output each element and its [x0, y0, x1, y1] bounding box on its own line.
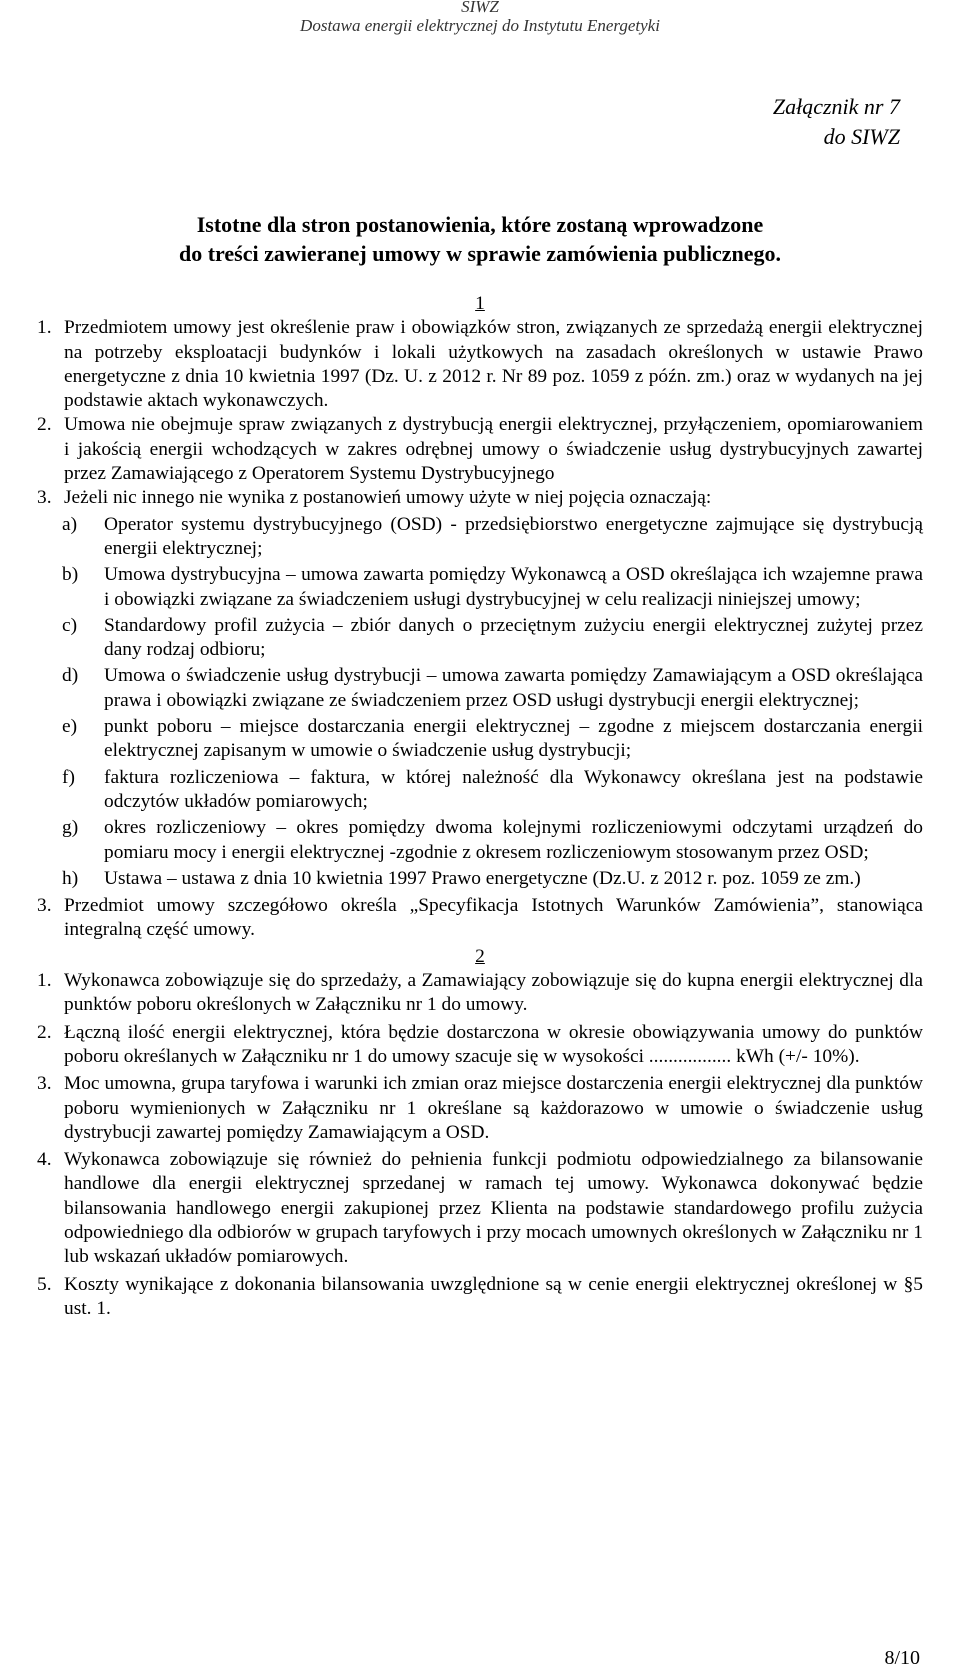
paragraph-text: Koszty wynikające z dokonania bilansowania uwzględnione są w cenie energii elektrycznej określonej w §5 ust. 1.: [64, 1273, 923, 1319]
paragraph: [37, 1148, 923, 1269]
paragraph: [37, 486, 923, 510]
header-subtitle: Dostawa energii elektrycznej do Instytutu Energetyki: [300, 16, 660, 35]
paragraph: [37, 316, 923, 413]
definition-letter: c): [62, 614, 78, 636]
paragraph-text: Jeżeli nic innego nie wynika z postanowień umowy użyte w niej pojęcia oznaczają:: [64, 487, 712, 509]
section-1-heading: 1: [475, 293, 485, 314]
definition-text: Umowa dystrybucyjna – umowa zawarta pomiędzy Wykonawcą a OSD określająca ich wzajemne prawa i obowiązki związane za świadczeniem usługi dystrybucyjnej w celu realizacji niniejszej umowy;: [104, 564, 923, 610]
paragraph-text: Wykonawca zobowiązuje się do sprzedaży, a Zamawiający zobowiązuje się do kupna energii elektrycznej dla punktów poboru określonych w Załączniku nr 1 do umowy.: [64, 970, 923, 1016]
document-title: [0, 210, 960, 268]
paragraph-number: 3.: [37, 487, 52, 509]
paragraph-number: 3.: [37, 1073, 52, 1095]
definition-letter: g): [62, 817, 79, 839]
paragraph-text: Moc umowna, grupa taryfowa i warunki ich zmian oraz miejsce dostarczenia energii elektrycznej dla punktów poboru wymienionych w Załączniku nr 1 określane są każdorazowo w umowie o świadczenie usług dystrybucji zawartej pomiędzy Zamawiającym a OSD.: [64, 1073, 923, 1143]
definition-item: [37, 513, 923, 562]
title-line-2: do treści zawieranej umowy w sprawie zamówienia publicznego.: [178, 241, 782, 266]
paragraph-text: Umowa nie obejmuje spraw związanych z dystrybucją energii elektrycznej, przyłączeniem, opomiarowaniem i jakością energii wchodzących w zakres odrębnej umowy o świadczenie usług dystrybucyjnych zawartej przez Zamawiającego z Operatorem Systemu Dystrybucyjnego: [64, 414, 923, 485]
definition-item: [37, 664, 923, 713]
definition-text: Ustawa – ustawa z dnia 10 kwietnia 1997 Prawo energetyczne (Dz.U. z 2012 r. poz. 1059 ze zm.): [104, 867, 861, 889]
paragraph: [37, 969, 923, 1018]
title-line-1: Istotne dla stron postanowienia, które zostaną wprowadzone: [196, 212, 764, 237]
annex-label: [773, 92, 900, 152]
header-title: SIWZ: [461, 0, 499, 16]
definition-text: Umowa o świadczenie usług dystrybucji – umowa zawarta pomiędzy Zamawiającym a OSD określająca prawa i obowiązki związane ze świadczeniem przez OSD usługi dystrybucji energii elektrycznej;: [104, 665, 923, 711]
definition-letter: a): [62, 513, 78, 535]
definition-text: Standardowy profil zużycia – zbiór danych o przeciętnym zużyciu energii elektrycznej zużytej przez dany rodzaj odbioru;: [104, 614, 923, 661]
definition-text: punkt poboru – miejsce dostarczania energii elektrycznej – zgodne z miejscem dostarczania energii elektrycznej zapisanym w umowie o świadczenie usług dystrybucji;: [104, 716, 923, 762]
paragraph-text: Przedmiot umowy szczegółowo określa „Specyfikacja Istotnych Warunków Zamówienia”, stanowiąca integralną część umowy.: [64, 895, 923, 941]
definition-item: [37, 816, 923, 865]
paragraph-number: 1.: [37, 970, 52, 992]
paragraph-number: 5.: [37, 1273, 52, 1295]
definition-text: Operator systemu dystrybucyjnego (OSD) - przedsiębiorstwo energetyczne zajmujące się dystrybucją energii elektrycznej;: [104, 513, 923, 559]
definition-item: [37, 563, 923, 612]
definition-item: [37, 715, 923, 764]
definition-item: [37, 766, 923, 815]
paragraph: [37, 894, 923, 943]
definition-text: faktura rozliczeniowa – faktura, w której należność dla Wykonawcy określana jest na podstawie odczytów układów pomiarowych;: [104, 766, 923, 812]
definition-letter: h): [62, 867, 79, 889]
definition-item: [37, 867, 923, 891]
paragraph-number: 2.: [37, 414, 52, 436]
paragraph-number: 1.: [37, 317, 52, 339]
document-body: [37, 292, 923, 1321]
definition-item: [37, 614, 923, 663]
definition-text: okres rozliczeniowy – okres pomiędzy dwoma kolejnymi rozliczeniowymi odczytami urządzeń do pomiaru mocy i energii elektrycznej -zgodnie z okresem rozliczeniowym stosowanym przez OSD;: [104, 817, 923, 863]
annex-line-1: Załącznik nr 7: [772, 94, 900, 119]
definition-letter: d): [62, 665, 79, 687]
annex-line-2: do SIWZ: [823, 124, 900, 149]
paragraph: [37, 1273, 923, 1322]
paragraph: [37, 413, 923, 486]
paragraph: [37, 1021, 923, 1070]
paragraph-number: 4.: [37, 1149, 52, 1171]
paragraph-text: Przedmiotem umowy jest określenie praw i obowiązków stron, związanych ze sprzedażą energii elektrycznej na potrzeby eksploatacji budynków i lokali użytkowych na zasadach określonych w ustawie Prawo energetyczne z dnia 10 kwietnia 1997 (Dz. U. z 2012 r. Nr 89 poz. 1059 z późn. zm.) oraz w wydanych na jej podstawie aktach wykonawczych.: [64, 317, 923, 412]
definition-letter: e): [62, 716, 78, 738]
paragraph: [37, 1072, 923, 1145]
definition-letter: f): [62, 766, 75, 788]
definition-letter: b): [62, 564, 79, 586]
page-number: 8/10: [884, 1647, 920, 1669]
paragraph-number: 3.: [37, 895, 52, 917]
paragraph-number: 2.: [37, 1021, 52, 1043]
section-2-heading: 2: [475, 945, 485, 967]
paragraph-text: Łączną ilość energii elektrycznej, która będzie dostarczona w okresie obowiązywania umowy do punktów poboru określanych w Załączniku nr 1 do umowy szacuje się w wysokości ................. kWh (+/- 10%).: [64, 1021, 923, 1067]
paragraph-text: Wykonawca zobowiązuje się również do pełnienia funkcji podmiotu odpowiedzialnego za bilansowanie handlowe dla energii elektrycznej sprzedanej w ramach tej umowy. Wykonawca dokonywać będzie bilansowania handlowego energii zakupionej przez Klienta na podstawie standardowego profilu zużycia odpowiedniego dla odbiorów w grupach taryfowych i przy mocach umownych określonych w Załączniku nr 1 lub wskazań układów pomiarowych.: [64, 1149, 923, 1268]
